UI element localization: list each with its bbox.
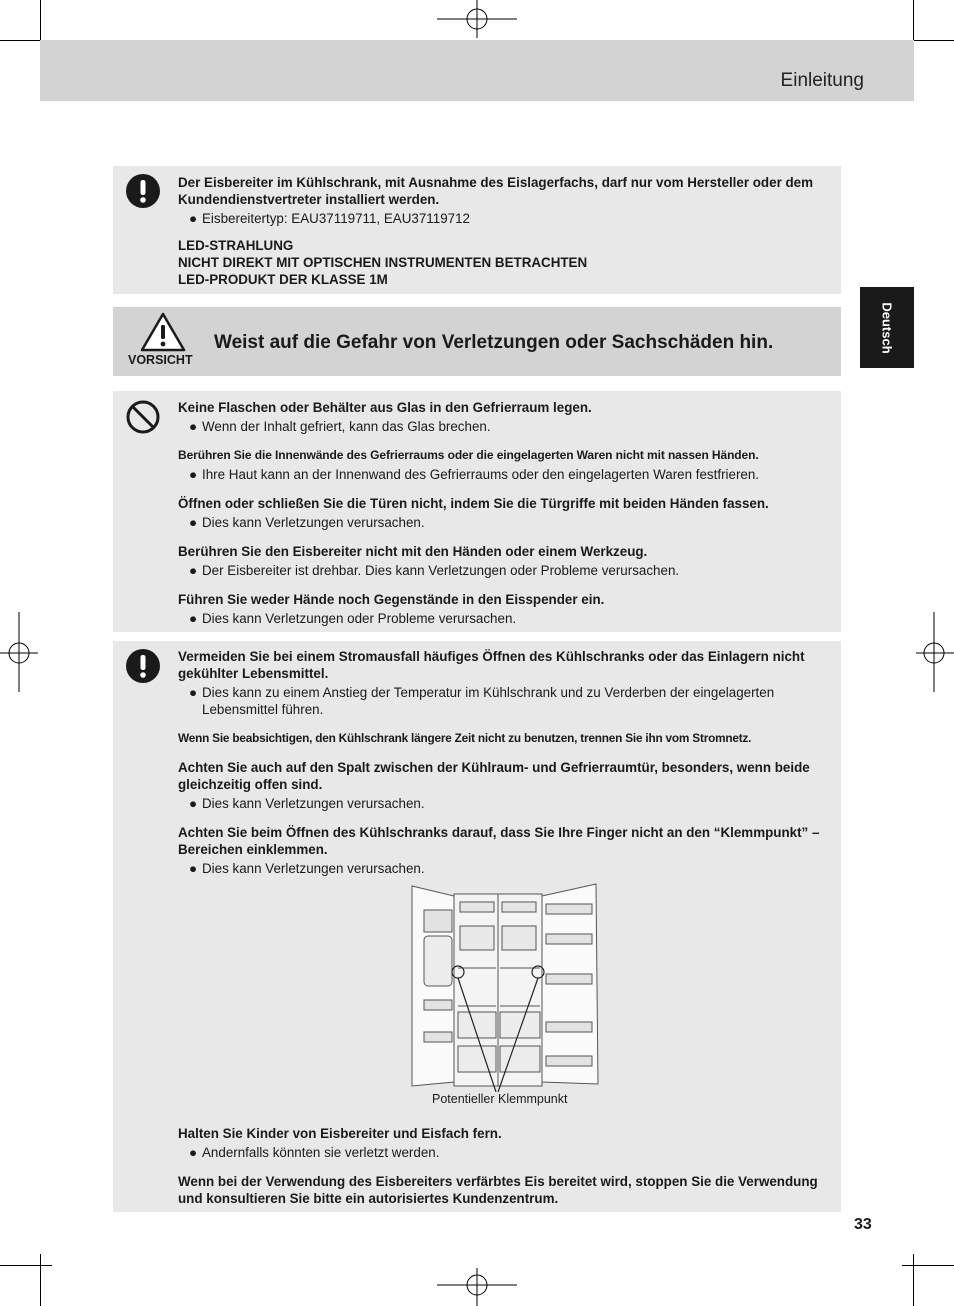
exclamation-icon (126, 649, 160, 683)
list-item: ● Dies kann Verletzungen verursachen. (189, 861, 425, 876)
list-item: ● Der Eisbereiter ist drehbar. Dies kann Verletzungen oder Probleme verursachen. (189, 563, 680, 578)
caution-banner (113, 307, 841, 376)
warning-triangle-icon (140, 312, 186, 352)
notice-text: Achten Sie beim Öffnen des Kühlschranks darauf, dass Sie Ihre Finger nicht an den “Klemmpunkt” – Bereichen einklemmen. (178, 825, 820, 857)
led-line: LED-STRAHLUNG (178, 238, 294, 253)
caution-label: VORSICHT (128, 353, 193, 367)
prohibition-icon (126, 400, 160, 434)
caution-text: Weist auf die Gefahr von Verletzungen oder Sachschäden hin. (214, 332, 774, 353)
header-bar (40, 40, 914, 101)
figure-caption: Potentieller Klemmpunkt (432, 1092, 568, 1106)
led-line: NICHT DIREKT MIT OPTISCHEN INSTRUMENTEN BETRACHTEN (178, 255, 588, 270)
notice-text: Berühren Sie den Eisbereiter nicht mit den Händen oder einem Werkzeug. (178, 544, 648, 559)
registration-mark-bottom (437, 1266, 517, 1306)
notice-text: Berühren Sie die Innenwände des Gefrierraums oder die eingelagerten Waren nicht mit nassen Händen. (178, 448, 759, 462)
section-title: Einleitung (780, 70, 864, 91)
registration-mark-left (0, 612, 40, 692)
page-number: 33 (854, 1216, 872, 1233)
notice-box-prohibitions (113, 391, 841, 632)
notice-text: Wenn Sie beabsichtigen, den Kühlschrank längere Zeit nicht zu benutzen, trennen Sie ihn vom Stromnetz. (178, 731, 752, 745)
notice-text: Der Eisbereiter im Kühlschrank, mit Ausnahme des Eislagerfachs, darf nur vom Hersteller oder dem Kundendienstvertreter installiert werden. (178, 175, 814, 207)
language-tab-label: Deutsch (879, 301, 895, 354)
list-item: ● Dies kann zu einem Anstieg der Temperatur im Kühlschrank und zu Verderben der eingelagerten Lebensmittel führen. (189, 685, 775, 717)
language-tab (860, 287, 914, 368)
notice-text: Wenn bei der Verwendung des Eisbereiters verfärbtes Eis bereitet wird, stoppen Sie die Verwendung und konsultieren Sie bitte ein autorisiertes Kundenzentrum. (178, 1174, 818, 1206)
registration-mark-top (437, 0, 517, 40)
notice-text: Öffnen oder schließen Sie die Türen nicht, indem Sie die Türgriffe mit beiden Händen fassen. (178, 496, 769, 511)
list-item: ● Eisbereitertyp: EAU37119711, EAU37119712 (189, 211, 470, 226)
fridge-illustration (410, 882, 602, 1092)
list-item: ● Andernfalls könnten sie verletzt werden. (189, 1145, 440, 1160)
registration-mark-right (914, 612, 954, 692)
list-item: ● Dies kann Verletzungen verursachen. (189, 796, 425, 811)
exclamation-icon (126, 174, 160, 208)
list-item: ● Ihre Haut kann an der Innenwand des Gefrierraums oder den eingelagerten Waren festfrieren. (189, 467, 760, 482)
notice-text: Keine Flaschen oder Behälter aus Glas in den Gefrierraum legen. (178, 400, 592, 415)
notice-text: Halten Sie Kinder von Eisbereiter und Eisfach fern. (178, 1126, 502, 1141)
notice-text: Vermeiden Sie bei einem Stromausfall häufiges Öffnen des Kühlschranks oder das Einlagern nicht gekühlter Lebensmittel. (178, 649, 805, 681)
notice-text: Führen Sie weder Hände noch Gegenstände in den Eisspender ein. (178, 592, 605, 607)
list-item: ● Wenn der Inhalt gefriert, kann das Glas brechen. (189, 419, 491, 434)
led-line: LED-PRODUKT DER KLASSE 1M (178, 272, 388, 287)
list-item: ● Dies kann Verletzungen verursachen. (189, 515, 425, 530)
notice-box-installation (113, 166, 841, 294)
notice-text: Achten Sie auch auf den Spalt zwischen der Kühlraum- und Gefrierraumtür, besonders, wenn beide gleichzeitig offen sind. (178, 760, 810, 792)
list-item: ● Dies kann Verletzungen oder Probleme verursachen. (189, 611, 517, 626)
